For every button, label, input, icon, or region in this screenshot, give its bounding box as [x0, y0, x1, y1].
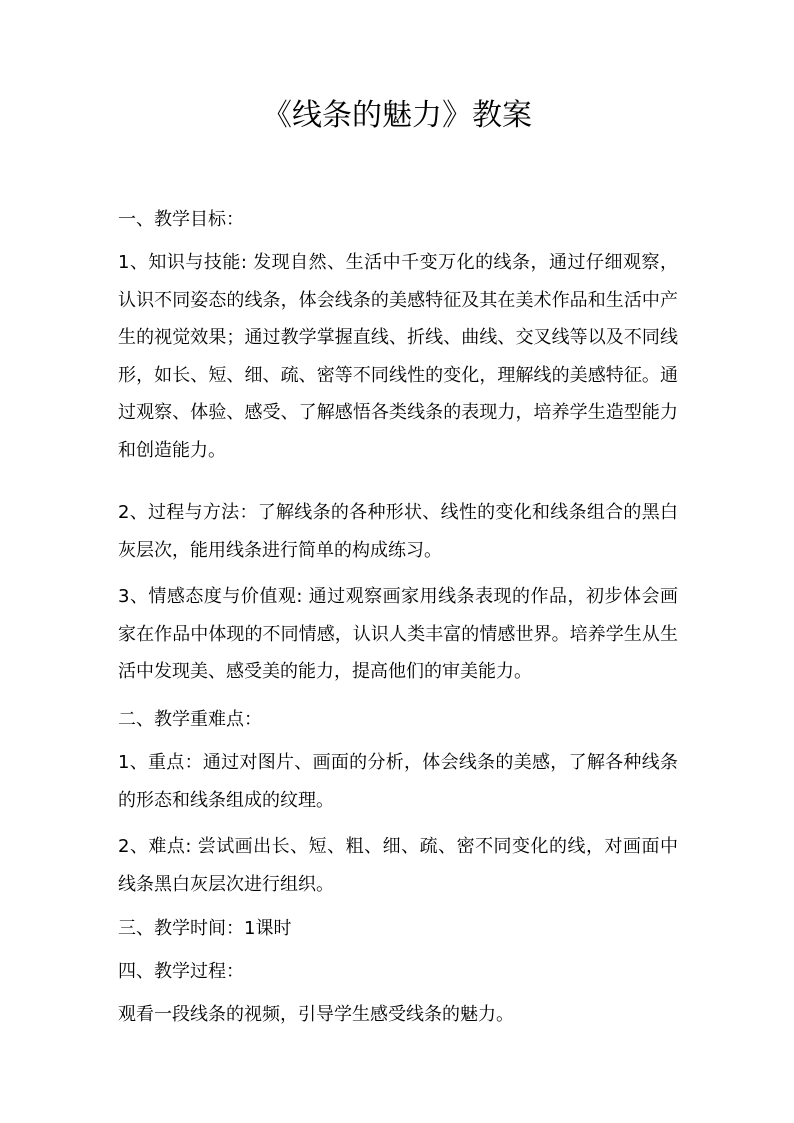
process-intro-text: 观看一段线条的视频，引导学生感受线条的魅力。 — [118, 1004, 514, 1025]
section-heading-teaching-process: 四、教学过程： — [118, 961, 244, 982]
section-heading-teaching-time: 三、教学时间：1课时 — [118, 918, 292, 939]
key-point-focus: 1、重点：通过对图片、画面的分析，体会线条的美感，了解各种线条的形态和线条组成的纹理。 — [118, 752, 678, 811]
key-point-difficulty: 2、难点: 尝试画出长、短、粗、细、疏、密不同变化的线，对画面中线条黑白灰层次进行组织。 — [118, 836, 678, 895]
objective-knowledge-skills: 1、知识与技能: 发现自然、生活中千变万化的线条，通过仔细观察，认识不同姿态的线条，体会线条的美感特征及其在美术作品和生活中产生的视觉效果；通过教学掌握直线、折线、曲线、交叉线等以及不同线形，如长、短、细、疏、密等不同线性的变化，理解线的美感特征。通过观察、体验、感受、了解感悟各类线条的表现力，培养学生造型能力和创造能力。 — [118, 252, 678, 461]
document-title: 《线条的魅力》教案 — [262, 98, 532, 133]
section-heading-key-points: 二、教学重难点： — [118, 709, 262, 730]
section-heading-objectives: 一、教学目标： — [118, 209, 244, 230]
objective-emotion-values: 3、情感态度与价值观: 通过观察画家用线条表现的作品，初步体会画家在作品中体现的不同情感，认识人类丰富的情感世界。培养学生从生活中发现美、感受美的能力，提高他们的审美能力。 — [118, 586, 678, 682]
objective-process-methods: 2、过程与方法：了解线条的各种形状、线性的变化和线条组合的黑白灰层次，能用线条进行简单的构成练习。 — [118, 502, 678, 561]
